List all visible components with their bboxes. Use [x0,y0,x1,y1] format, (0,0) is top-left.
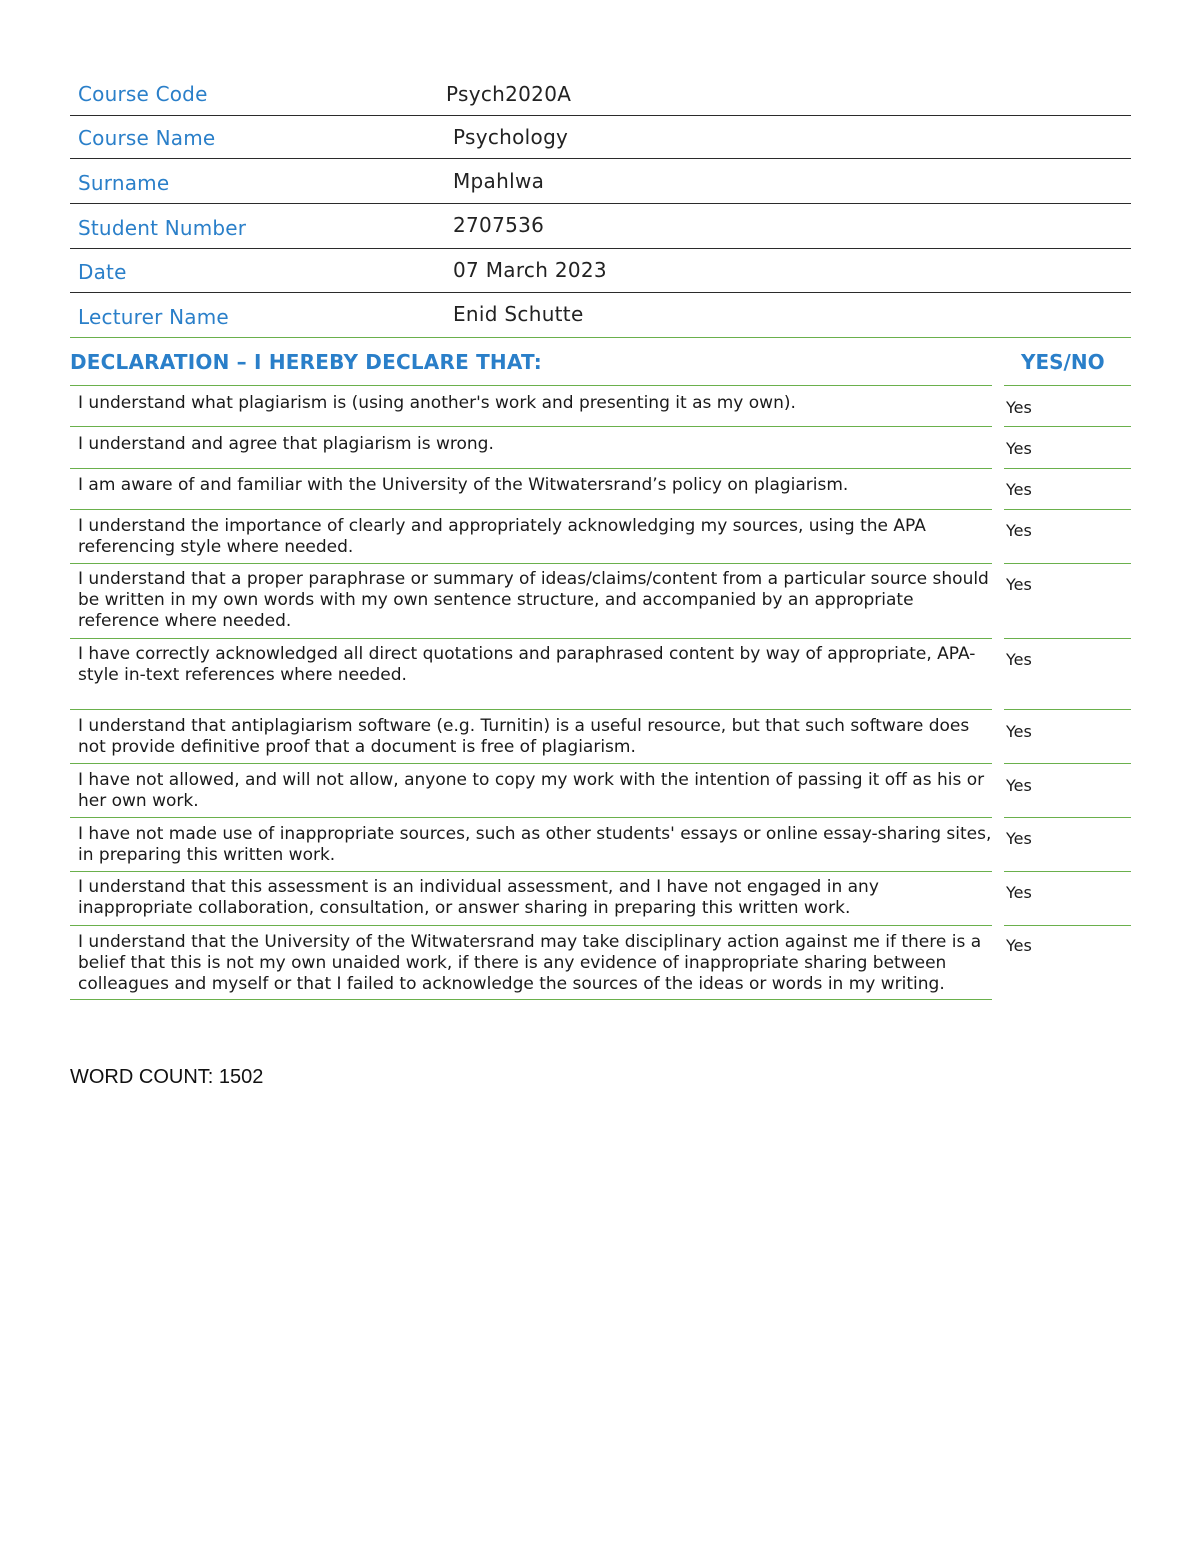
declaration-answer: Yes [1006,650,1032,669]
info-label: Course Code [78,82,208,106]
info-value: Psychology [453,125,569,149]
row-divider [1004,563,1131,564]
info-value: 07 March 2023 [453,258,607,282]
row-divider [1004,871,1131,872]
row-divider [1004,426,1131,427]
info-value: Psych2020A [446,82,572,106]
info-row-date [70,249,1131,293]
declaration-statement: I have not allowed, and will not allow, anyone to copy my work with the intention of passing it off as his or her own work. [78,770,985,811]
yes-no-header: YES/NO [1021,350,1105,374]
row-divider [70,763,992,764]
info-value: 2707536 [453,213,545,237]
row-divider [70,709,992,710]
declaration-title: DECLARATION – I HEREBY DECLARE THAT: [70,350,542,374]
info-label: Student Number [78,216,247,240]
declaration-statement: I have correctly acknowledged all direct quotations and paraphrased content by way of appropriate, APA-style in-text references where needed. [78,644,976,685]
declaration-answer: Yes [1006,521,1032,540]
declaration-answer: Yes [1006,480,1032,499]
row-divider [70,925,992,926]
declaration-statement: I understand that this assessment is an individual assessment, and I have not engaged in any inappropriate collaboration, consultation, or answer sharing in preparing this written work. [78,877,879,918]
declaration-statement: I understand what plagiarism is (using another's work and presenting it as my own). [78,393,796,413]
declaration-answer: Yes [1006,883,1032,902]
info-value: Enid Schutte [453,302,584,326]
row-divider [1004,638,1131,639]
row-divider [70,563,992,564]
declaration-answer: Yes [1006,439,1032,458]
row-divider [70,468,992,469]
declaration-answer: Yes [1006,575,1032,594]
row-divider [1004,385,1131,386]
declaration-statement: I have not made use of inappropriate sources, such as other students' essays or online essay-sharing sites, in preparing this written work. [78,824,992,865]
row-divider [1004,763,1131,764]
row-divider [70,817,992,818]
info-row-lecturer-name [70,293,1131,338]
row-divider [70,385,992,386]
info-row-course-code [70,72,1131,116]
declaration-statement: I understand that the University of the Witwatersrand may take disciplinary action against me if there is a belief that this is not my own unaided work, if there is any evidence of inappropriate sharing between colleagues and myself or that I failed to acknowledge the sources of the ideas or words in my writing. [78,932,982,994]
row-divider [1004,925,1131,926]
info-row-student-number [70,204,1131,249]
row-divider [70,999,992,1000]
row-divider [70,871,992,872]
declaration-answer: Yes [1006,776,1032,795]
info-label: Date [78,260,127,284]
row-divider [1004,709,1131,710]
declaration-statement: I understand the importance of clearly and appropriately acknowledging my sources, using the APA referencing style where needed. [78,516,926,557]
declaration-statement: I am aware of and familiar with the University of the Witwatersrand’s policy on plagiarism. [78,475,849,495]
declaration-statement: I understand and agree that plagiarism is wrong. [78,434,494,454]
info-row-course-name [70,116,1131,159]
row-divider [1004,468,1131,469]
word-count: WORD COUNT: 1502 [70,1066,264,1088]
row-divider [70,638,992,639]
info-label: Lecturer Name [78,305,229,329]
row-divider [70,509,992,510]
info-value: Mpahlwa [453,169,545,193]
row-divider [70,426,992,427]
row-divider [1004,509,1131,510]
declaration-answer: Yes [1006,829,1032,848]
declaration-header [70,338,1131,386]
declaration-statement: I understand that antiplagiarism software (e.g. Turnitin) is a useful resource, but that such software does not provide definitive proof that a document is free of plagiarism. [78,716,970,757]
declaration-answer: Yes [1006,722,1032,741]
declaration-answer: Yes [1006,398,1032,417]
info-label: Course Name [78,126,216,150]
info-label: Surname [78,171,170,195]
info-row-surname [70,159,1131,204]
declaration-statement: I understand that a proper paraphrase or summary of ideas/claims/content from a particular source should be written in my own words with my own sentence structure, and accompanied by an appropriate reference where needed. [78,569,989,631]
row-divider [1004,817,1131,818]
declaration-answer: Yes [1006,936,1032,955]
